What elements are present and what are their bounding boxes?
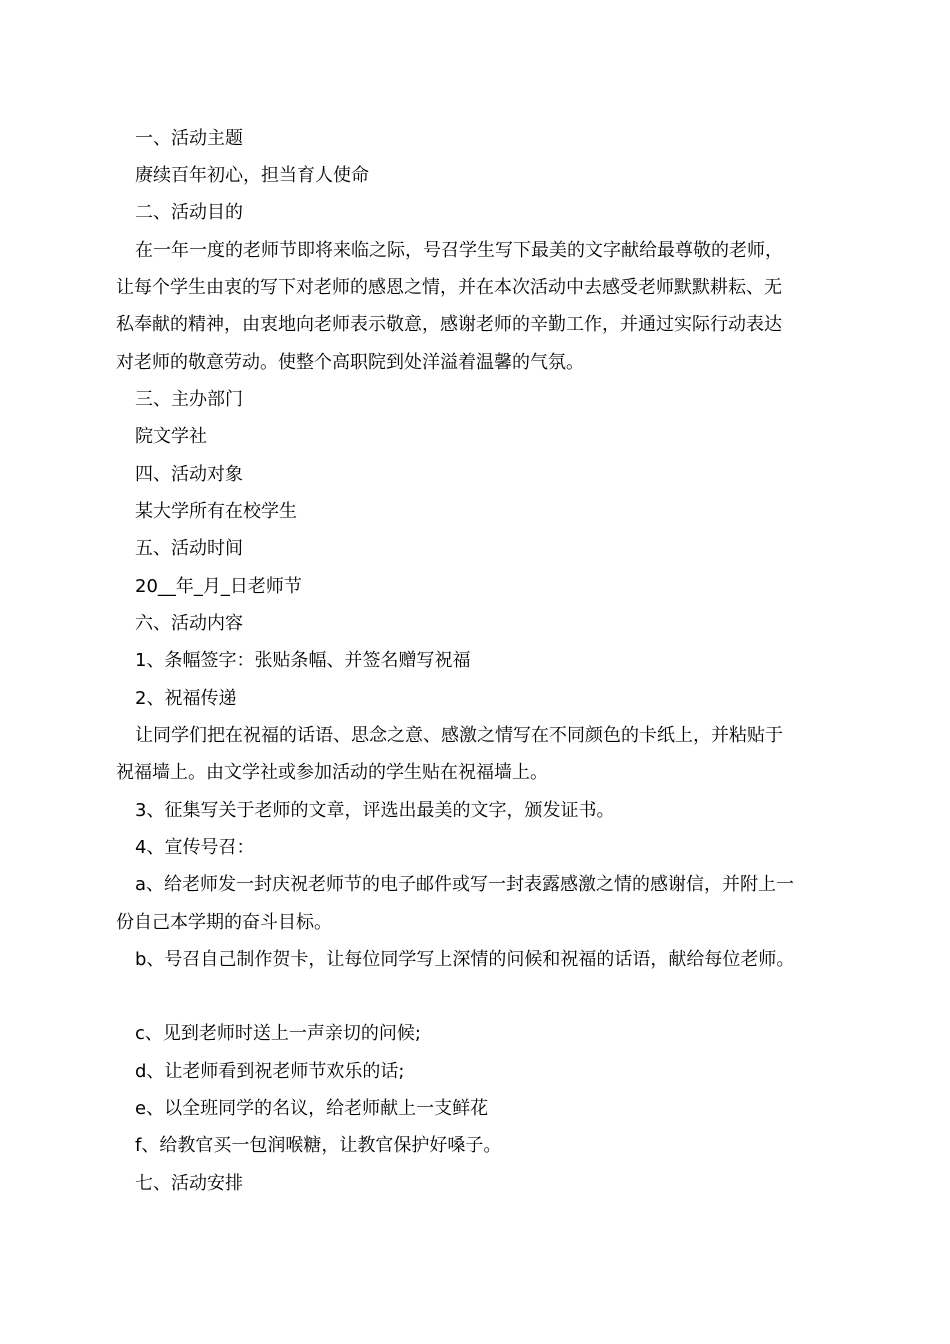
- heading-organizer: 三、主办部门: [135, 389, 243, 410]
- sub-item-c: c、见到老师时送上一声亲切的问候;: [135, 1023, 421, 1044]
- paragraph-purpose-line-3: 私奉献的精神，由衷地向老师表示敬意，感谢老师的辛勤工作，并通过实际行动表达: [116, 314, 782, 335]
- heading-arrangement: 七、活动安排: [135, 1173, 243, 1194]
- list-item-4: 4、宣传号召：: [135, 837, 255, 858]
- sub-item-b: b、号召自己制作贺卡，让每位同学写上深情的问候和祝福的话语，献给每位老师。: [135, 949, 795, 970]
- paragraph-blessing-line-2: 祝福墙上。由文学社或参加活动的学生贴在祝福墙上。: [116, 762, 548, 783]
- list-item-2: 2、祝福传递: [135, 688, 237, 709]
- heading-time: 五、活动时间: [135, 538, 243, 559]
- paragraph-target: 某大学所有在校学生: [135, 501, 297, 522]
- paragraph-purpose-line-1: 在一年一度的老师节即将来临之际，号召学生写下最美的文字献给最尊敬的老师，: [135, 240, 783, 261]
- heading-content: 六、活动内容: [135, 613, 243, 634]
- sub-item-e: e、以全班同学的名议，给老师献上一支鲜花: [135, 1098, 489, 1119]
- sub-item-a-line-1: a、给老师发一封庆祝老师节的电子邮件或写一封表露感激之情的感谢信，并附上一: [135, 874, 795, 895]
- paragraph-purpose-line-4: 对老师的敬意劳动。使整个高职院到处洋溢着温馨的气氛。: [116, 352, 584, 373]
- list-item-3: 3、征集写关于老师的文章，评选出最美的文字，颁发证书。: [135, 800, 615, 821]
- sub-item-a-line-2: 份自己本学期的奋斗目标。: [116, 912, 332, 933]
- sub-item-f: f、给教官买一包润喉糖，让教官保护好嗓子。: [135, 1135, 502, 1156]
- sub-item-d: d、让老师看到祝老师节欢乐的话;: [135, 1061, 405, 1082]
- paragraph-time: 20__年_月_日老师节: [135, 576, 302, 597]
- heading-activity-theme: 一、活动主题: [135, 128, 243, 149]
- paragraph-organizer: 院文学社: [135, 426, 207, 447]
- paragraph-blessing-line-1: 让同学们把在祝福的话语、思念之意、感激之情写在不同颜色的卡纸上，并粘贴于: [135, 725, 783, 746]
- paragraph-theme: 赓续百年初心，担当育人使命: [135, 165, 369, 186]
- list-item-1: 1、条幅签字：张贴条幅、并签名赠写祝福: [135, 650, 471, 671]
- heading-activity-purpose: 二、活动目的: [135, 202, 243, 223]
- paragraph-purpose-line-2: 让每个学生由衷的写下对老师的感恩之情，并在本次活动中去感受老师默默耕耘、无: [116, 277, 782, 298]
- heading-target: 四、活动对象: [135, 464, 243, 485]
